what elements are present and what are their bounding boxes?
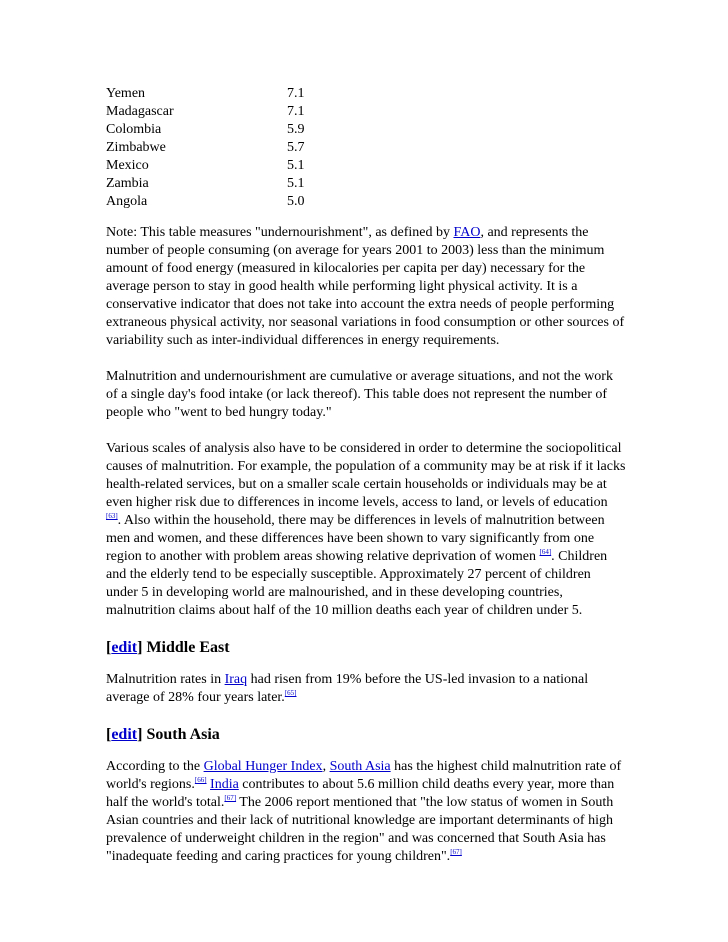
note-text: , and represents the number of people consuming (on average for years 2001 to 2003) less than the minimum amount of food energy (measured in kilocalories per capita per day) necessary for the average person to stay in good health while performing light physical activity. It is a conservative indicator that does not take into account the extra needs of people performing extraneous physical activity, nor seasonal variations in food consumption or other sources of variability such as inter-individual differences in energy requirements. — [106, 225, 625, 348]
south-asia-link[interactable]: South Asia — [329, 759, 391, 774]
country-cell: Colombia — [106, 122, 162, 137]
bracket-open: [ — [106, 639, 112, 656]
paragraph-text: . Also within the household, there may be differences in levels of malnutrition between men and women, and these differences have been shown to vary significantly from one region to another with problem areas showing relative deprivation of women — [106, 513, 605, 564]
paragraph-text: Various scales of analysis also have to be considered in order to determine the sociopolitical causes of malnutrition. For example, the population of a community may be at risk if it lacks health-related services, but on a smaller scale certain households or individuals may be at even higher risk due to differences in income levels, access to land, or levels of education — [106, 441, 626, 510]
table-row — [106, 103, 305, 121]
citation-63-link[interactable]: [63] — [106, 512, 118, 520]
citation-65-link[interactable]: [65] — [284, 689, 297, 697]
south-asia-paragraph — [106, 758, 626, 866]
bracket-close: ] — [137, 639, 143, 656]
table-row — [106, 175, 305, 193]
india-link[interactable]: India — [210, 777, 239, 792]
country-cell: Madagascar — [106, 104, 174, 119]
paragraph-text: , — [322, 759, 330, 774]
table-row — [106, 193, 305, 211]
fao-link[interactable]: FAO — [453, 225, 481, 240]
paragraph-text: Malnutrition rates in — [106, 672, 225, 687]
table-row — [106, 139, 305, 157]
global-hunger-index-link[interactable]: Global Hunger Index — [203, 759, 323, 774]
undernourishment-table — [106, 85, 305, 211]
edit-link-middle-east[interactable]: edit — [111, 639, 138, 656]
citation-64-link[interactable]: [64] — [539, 548, 552, 556]
scales-paragraph — [106, 440, 626, 620]
table-note — [106, 224, 626, 350]
section-heading-middle-east — [106, 638, 626, 658]
section-title: Middle East — [142, 639, 230, 656]
paragraph-text: According to the — [106, 759, 204, 774]
iraq-link[interactable]: Iraq — [224, 672, 248, 687]
paragraph-text: had risen from 19% before the US-led invasion to a national average of 28% four years later. — [106, 672, 589, 705]
value-cell: 5.9 — [287, 122, 305, 137]
value-cell: 5.0 — [287, 194, 305, 209]
section-heading-south-asia — [106, 725, 626, 745]
paragraph-text: contributes to about 5.6 million child deaths every year, more than half the world's total. — [106, 777, 615, 810]
paragraph-text: has the highest child malnutrition rate of world's regions. — [106, 759, 622, 792]
country-cell: Yemen — [106, 86, 146, 101]
paragraph-text: The 2006 report mentioned that "the low status of women in South Asian countries and their lack of nutritional knowledge are important determinants of high prevalence of underweight children in the region" and was concerned that South Asia has "inadequate feeding and caring practices for young children". — [106, 795, 614, 864]
paragraph-text: . Children and the elderly tend to be especially susceptible. Approximately 27 percent of children under 5 in developing world are malnourished, and in these developing countries, malnutrition claims about half of the 10 million deaths each year of children under 5. — [106, 549, 608, 618]
citation-67-link[interactable]: [67] — [224, 794, 237, 802]
country-cell: Angola — [106, 194, 148, 209]
table-row — [106, 121, 305, 139]
bracket-close: ] — [137, 726, 143, 743]
section-title: South Asia — [142, 726, 220, 743]
table-row — [106, 85, 305, 103]
country-cell: Zimbabwe — [106, 140, 166, 155]
cumulative-paragraph: Malnutrition and undernourishment are cumulative or average situations, and not the work of a single day's food intake (or lack thereof). This table does not represent the number of people who "went to bed hungry today." — [106, 369, 613, 420]
value-cell: 7.1 — [287, 86, 305, 101]
value-cell: 5.7 — [287, 140, 305, 155]
value-cell: 5.1 — [287, 176, 305, 191]
country-cell: Mexico — [106, 158, 149, 173]
table-row — [106, 157, 305, 175]
citation-67-link[interactable]: [67] — [450, 848, 462, 856]
country-cell: Zambia — [106, 176, 149, 191]
middle-east-paragraph — [106, 671, 626, 707]
value-cell: 5.1 — [287, 158, 305, 173]
citation-66-link[interactable]: [66] — [194, 776, 207, 784]
value-cell: 7.1 — [287, 104, 305, 119]
note-text: Note: This table measures "undernourishment", as defined by — [106, 225, 454, 240]
article-content — [106, 85, 626, 866]
edit-link-south-asia[interactable]: edit — [111, 726, 138, 743]
bracket-open: [ — [106, 726, 112, 743]
